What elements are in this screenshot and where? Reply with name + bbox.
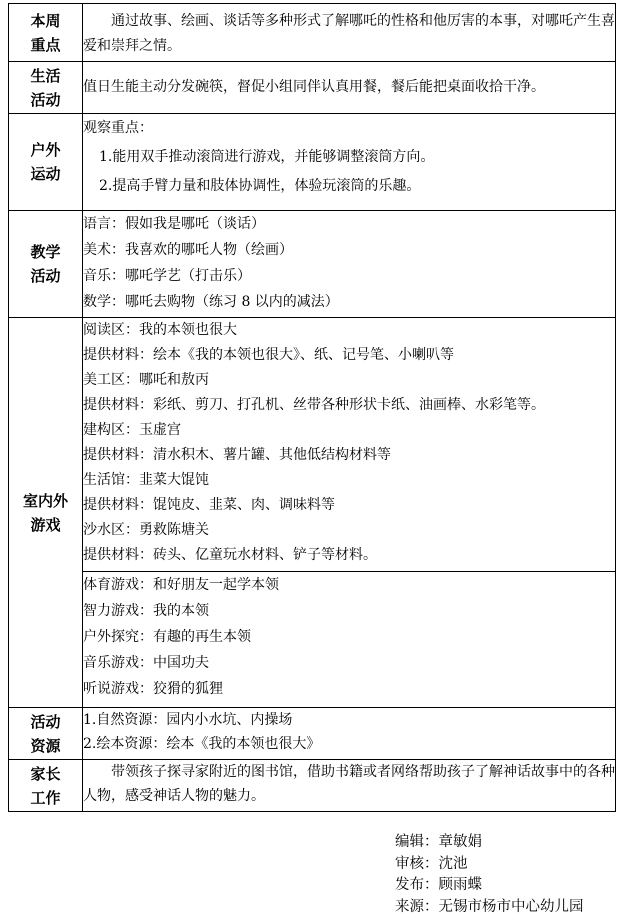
content-activity-resources	[83, 708, 616, 760]
label-line: 资源	[30, 736, 61, 755]
family-work-text: 带领孩子探寻家附近的图书馆，借助书籍或者网络帮助孩子了解神话故事中的各种人物，感受神话人物的魅力。	[83, 764, 615, 804]
game-activity-item: 体育游戏：和好朋友一起学本领	[83, 577, 279, 593]
resource-item: 2.绘本资源：绘本《我的本领也很大》	[83, 736, 321, 752]
game-area-item: 建构区：玉虚宫	[83, 422, 181, 438]
label-line: 活动	[30, 267, 61, 285]
label-life-activities	[9, 62, 83, 114]
game-area-item: 阅读区：我的本领也很大	[83, 322, 237, 338]
weekly-focus-text: 通过故事、绘画、谈话等多种形式了解哪吒的性格和他厉害的本事，对哪吒产生喜爱和崇拜之情。	[83, 13, 615, 54]
row-life-activities	[9, 62, 616, 114]
game-activity-item: 户外探究：有趣的再生本领	[83, 629, 251, 645]
label-line: 游戏	[30, 515, 61, 534]
game-area-item: 提供材料：清水积木、薯片罐、其他低结构材料等	[83, 447, 391, 463]
label-line: 本周	[30, 11, 61, 30]
label-line: 家长	[30, 764, 61, 783]
game-area-item: 美工区：哪吒和敖丙	[83, 372, 209, 388]
life-activities-text: 值日生能主动分发碗筷，督促小组同伴认真用餐，餐后能把桌面收拾干净。	[83, 79, 545, 95]
label-games	[9, 318, 83, 708]
game-area-item: 生活馆：韭菜大馄饨	[83, 472, 209, 488]
game-activity-item: 音乐游戏：中国功夫	[83, 655, 209, 671]
label-line: 室内外	[22, 491, 68, 510]
publisher-credit: 发布：顾雨蝶	[395, 877, 482, 893]
row-games-areas	[9, 318, 616, 572]
label-line: 活动	[30, 90, 61, 109]
row-outdoor-sports	[9, 114, 616, 211]
weekly-plan-table	[8, 3, 616, 812]
label-weekly-focus	[9, 4, 83, 62]
content-game-areas	[83, 318, 616, 572]
game-area-item: 提供材料：砖头、亿童玩水材料、铲子等材料。	[83, 547, 377, 563]
row-weekly-focus	[9, 4, 616, 62]
content-family-work	[83, 760, 616, 812]
content-game-activities	[83, 572, 616, 708]
label-outdoor-sports	[9, 114, 83, 211]
content-life-activities	[83, 62, 616, 114]
resource-item: 1.自然资源：园内小水坑、内操场	[83, 712, 293, 728]
game-activity-item: 智力游戏：我的本领	[83, 603, 209, 619]
outdoor-item: 2.提高手臂力量和肢体协调性，体验玩滚筒的乐趣。	[99, 178, 421, 194]
publication-credits	[395, 832, 584, 918]
row-games-activities	[9, 572, 616, 708]
label-line: 运动	[30, 165, 61, 183]
label-activity-resources	[9, 708, 83, 760]
label-line: 重点	[30, 35, 61, 54]
teaching-item: 语言：假如我是哪吒（谈话）	[83, 216, 265, 232]
row-activity-resources	[9, 708, 616, 760]
game-area-item: 提供材料：绘本《我的本领也很大》、纸、记号笔、小喇叭等	[83, 347, 454, 363]
content-teaching-activities	[83, 211, 616, 318]
source-credit: 来源：无锡市杨市中心幼儿园	[395, 898, 584, 915]
editor-credit: 编辑：章敏娟	[395, 834, 482, 850]
label-teaching-activities	[9, 211, 83, 318]
label-line: 活动	[30, 712, 61, 731]
teaching-item: 数学：哪吒去购物（练习 8 以内的减法）	[83, 294, 339, 310]
content-weekly-focus	[83, 4, 616, 62]
label-line: 户外	[30, 141, 61, 159]
reviewer-credit: 审核：沈池	[395, 855, 468, 872]
game-area-item: 提供材料：馄饨皮、韭菜、肉、调味料等	[83, 497, 335, 513]
label-line: 工作	[30, 788, 61, 807]
game-area-item: 提供材料：彩纸、剪刀、打孔机、丝带各种形状卡纸、油画棒、水彩笔等。	[83, 397, 545, 413]
label-line: 生活	[30, 66, 61, 85]
teaching-item: 美术：我喜欢的哪吒人物（绘画）	[83, 242, 293, 258]
label-family-work	[9, 760, 83, 812]
outdoor-item: 1.能用双手推动滚筒进行游戏，并能够调整滚筒方向。	[99, 149, 435, 165]
teaching-item: 音乐：哪吒学艺（打击乐）	[83, 268, 251, 284]
row-family-work	[9, 760, 616, 812]
row-teaching-activities	[9, 211, 616, 318]
game-activity-item: 听说游戏：狡猾的狐狸	[83, 681, 223, 697]
outdoor-heading: 观察重点：	[83, 120, 153, 136]
game-area-item: 沙水区：勇救陈塘关	[83, 522, 209, 538]
label-line: 教学	[30, 243, 61, 261]
content-outdoor-sports	[83, 114, 616, 211]
